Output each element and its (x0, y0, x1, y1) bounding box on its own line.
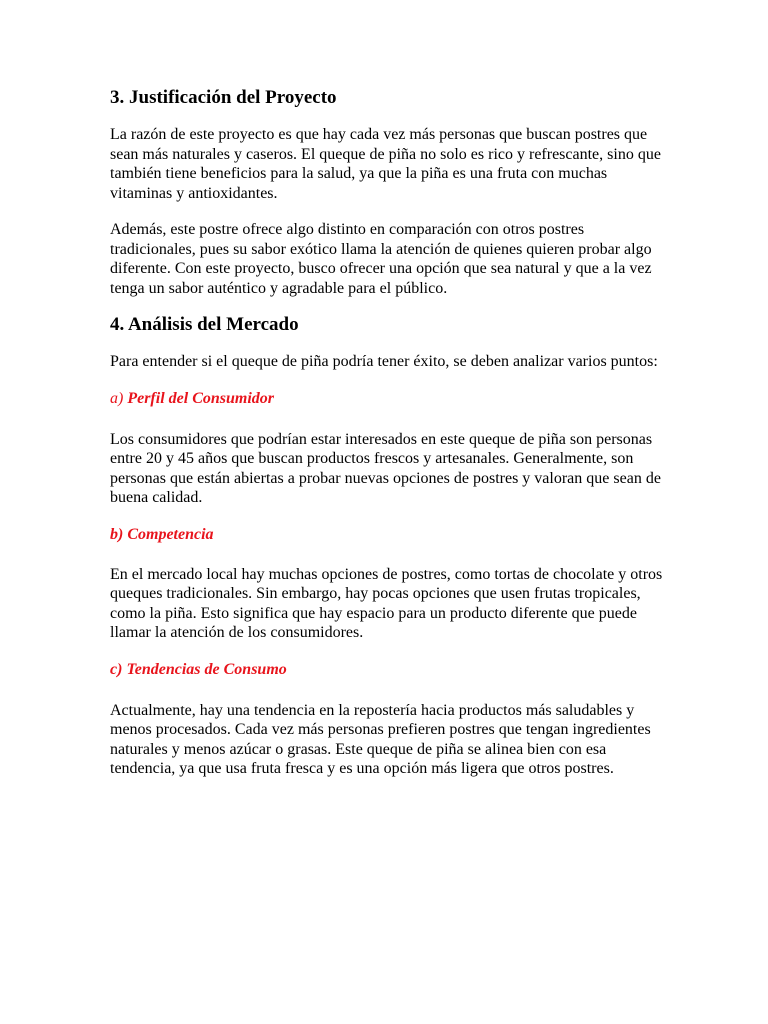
justificacion-paragraph-1: La razón de este proyecto es que hay cada vez más personas que buscan postres que sean más naturales y caseros. El queque de piña no solo es rico y refrescante, sino que también tiene beneficios para la salud, ya que la piña es una fruta con muchas vitaminas y antioxidantes. (110, 126, 661, 202)
justificacion-paragraph-2: Además, este postre ofrece algo distinto en comparación con otros postres tradicionales, pues su sabor exótico llama la atención de quienes quieren probar algo diferente. Con este proyecto, busco ofrecer una opción que sea natural y que a la vez tenga un sabor auténtico y agradable para el público. (110, 221, 652, 297)
subheading-title: Competencia (127, 525, 214, 543)
tendencias-consumo-paragraph: Actualmente, hay una tendencia en la repostería hacia productos más saludables y menos procesados. Cada vez más personas prefieren postres que tengan ingredientes naturales y menos azúcar o grasas. Este queque de piña se alinea bien con esa tendencia, ya que usa fruta fresca y es una opción más ligera que otros postres. (110, 701, 651, 777)
mercado-intro-paragraph: Para entender si el queque de piña podría tener éxito, se deben analizar varios puntos: (110, 353, 658, 370)
subheading-perfil-consumidor (110, 389, 670, 409)
perfil-consumidor-paragraph: Los consumidores que podrían estar interesados en este queque de piña son personas entre 20 y 45 años que buscan productos frescos y artesanales. Generalmente, son personas que están abiertas a probar nuevas opciones de postres y valoran que sean de buena calidad. (110, 430, 661, 506)
subheading-title: Tendencias de Consumo (126, 660, 287, 678)
competencia-paragraph: En el mercado local hay muchas opciones de postres, como tortas de chocolate y otros queques tradicionales. Sin embargo, hay pocas opciones que usen frutas tropicales, como la piña. Esto significa que hay espacio para un producto diferente que puede llamar la atención de los consumidores. (110, 565, 663, 641)
subheading-competencia (110, 525, 670, 545)
document-page (110, 86, 670, 779)
section-heading-justificacion: 3. Justificación del Proyecto (110, 87, 337, 108)
subheading-marker: a) (110, 389, 124, 407)
subheading-marker: b) (110, 525, 124, 543)
subheading-tendencias-consumo (110, 660, 670, 680)
subheading-marker: c) (110, 660, 123, 678)
section-heading-mercado: 4. Análisis del Mercado (110, 314, 299, 335)
subheading-title: Perfil del Consumidor (127, 389, 275, 407)
